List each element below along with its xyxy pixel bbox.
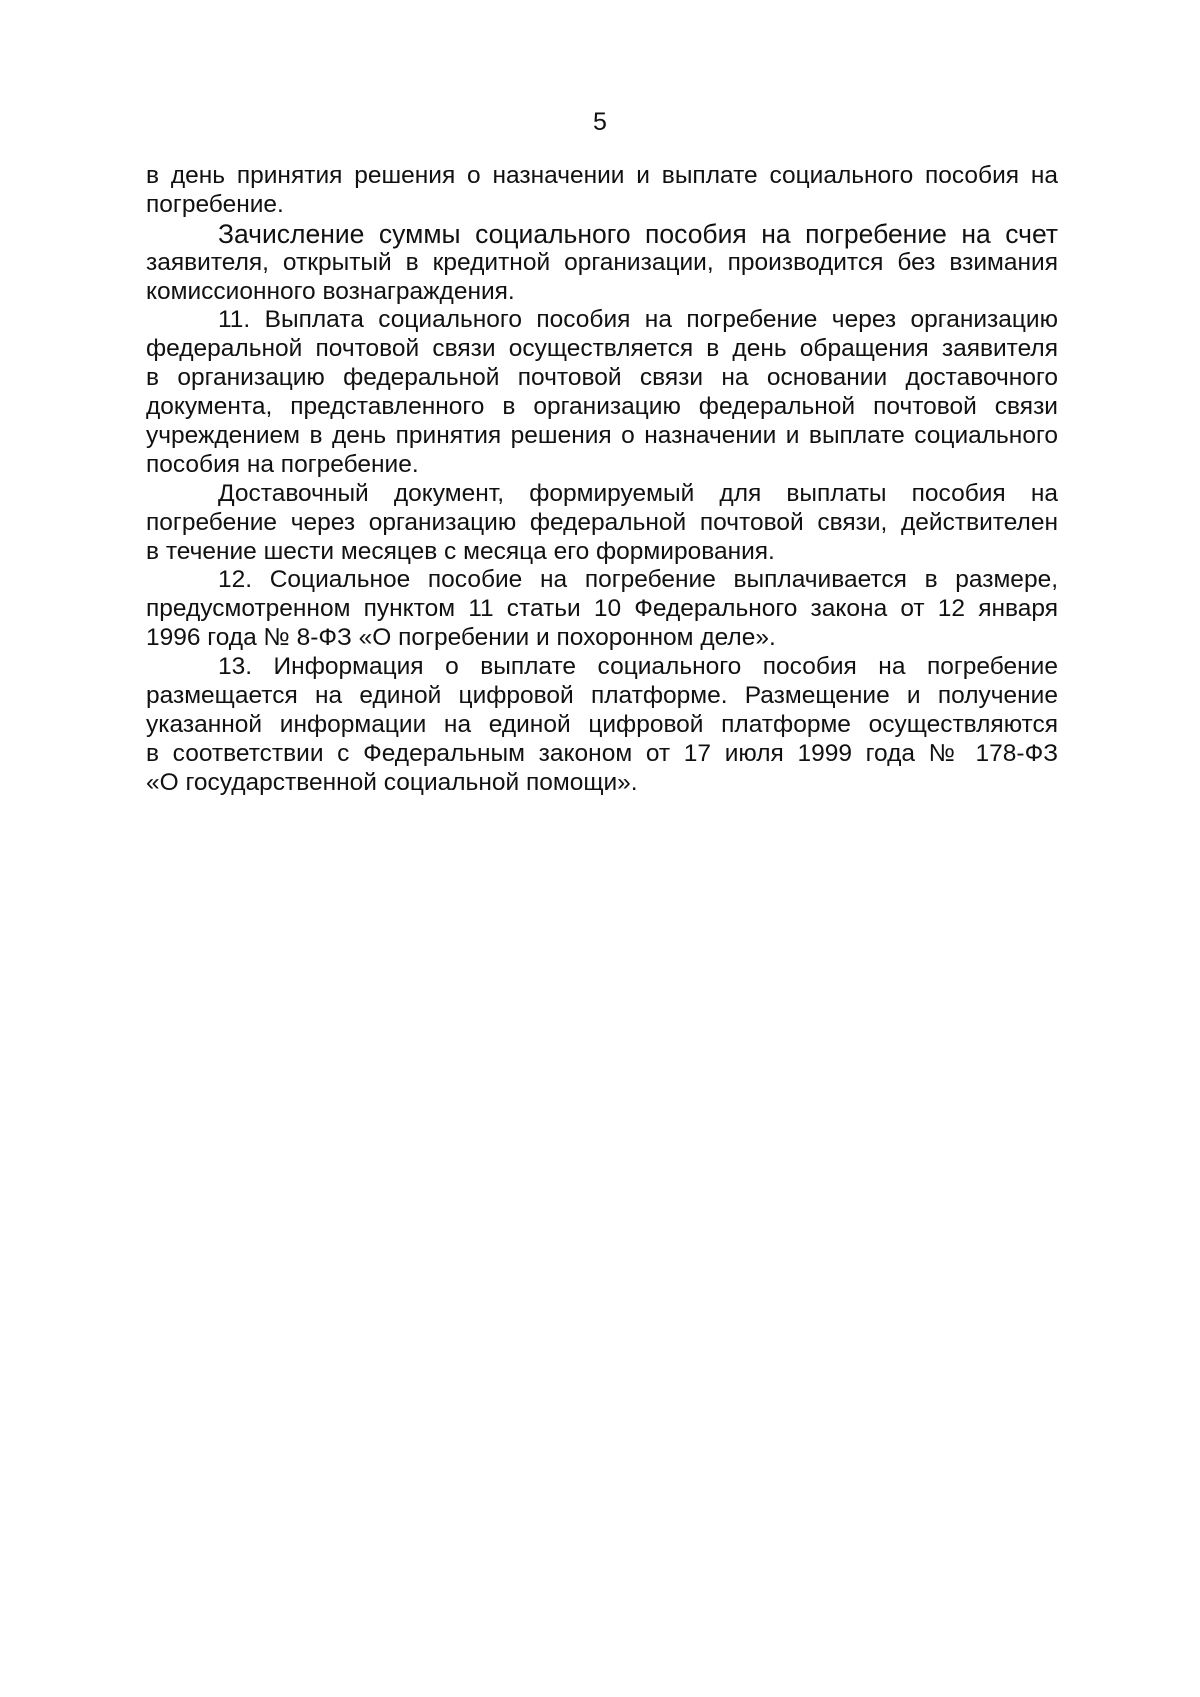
text-line: размещается на единой цифровой платформе. Размещение и получение: [146, 682, 1058, 710]
text-line: заявителя, открытый в кредитной организации, производится без взимания: [146, 248, 1058, 276]
text-line: федеральной почтовой связи осуществляется в день обращения заявителя: [146, 335, 1058, 363]
text-line: в соответствии с Федеральным законом от 17 июля 1999 года № 178-ФЗ: [146, 739, 1058, 767]
text-line: учреждением в день принятия решения о назначении и выплате социального: [146, 422, 1058, 450]
paragraph-delivery-document: [146, 480, 1058, 567]
text-line: в организацию федеральной почтовой связи на основании доставочного: [146, 364, 1058, 392]
document-body: [146, 162, 1058, 798]
text-line: Доставочный документ, формируемый для выплаты пособия на: [218, 479, 1058, 507]
text-line: 11. Выплата социального пособия на погребение через организацию: [218, 306, 1058, 334]
text-line: в день принятия решения о назначении и выплате социального пособия на: [146, 162, 1058, 189]
text-line: в течение шести месяцев с месяца его формирования.: [146, 537, 775, 565]
text-line: «О государственной социальной помощи».: [146, 768, 638, 796]
paragraph-item-13: [146, 653, 1058, 797]
text-line: Зачисление суммы социального пособия на погребение на счет: [218, 218, 1058, 249]
text-line: предусмотренном пунктом 11 статьи 10 Федерального закона от 12 января: [146, 595, 1058, 623]
text-line: 13. Информация о выплате социального пособия на погребение: [218, 653, 1058, 681]
paragraph-crediting: [146, 220, 1058, 307]
text-line: погребение.: [146, 190, 284, 218]
paragraph-item-12: [146, 566, 1058, 653]
text-line: документа, представленного в организацию федеральной почтовой связи: [146, 393, 1058, 421]
paragraph-item-11: [146, 306, 1058, 479]
text-line: указанной информации на единой цифровой платформе осуществляются: [146, 710, 1058, 738]
text-line: 12. Социальное пособие на погребение выплачивается в размере,: [218, 566, 1058, 594]
text-line: комиссионного вознаграждения.: [146, 277, 515, 305]
text-line: пособия на погребение.: [146, 450, 419, 478]
text-line: 1996 года № 8-ФЗ «О погребении и похоронном деле».: [146, 624, 776, 652]
text-line: погребение через организацию федеральной почтовой связи, действителен: [146, 508, 1058, 536]
paragraph-continuation: [146, 162, 1058, 220]
page-number: 5: [593, 108, 607, 136]
